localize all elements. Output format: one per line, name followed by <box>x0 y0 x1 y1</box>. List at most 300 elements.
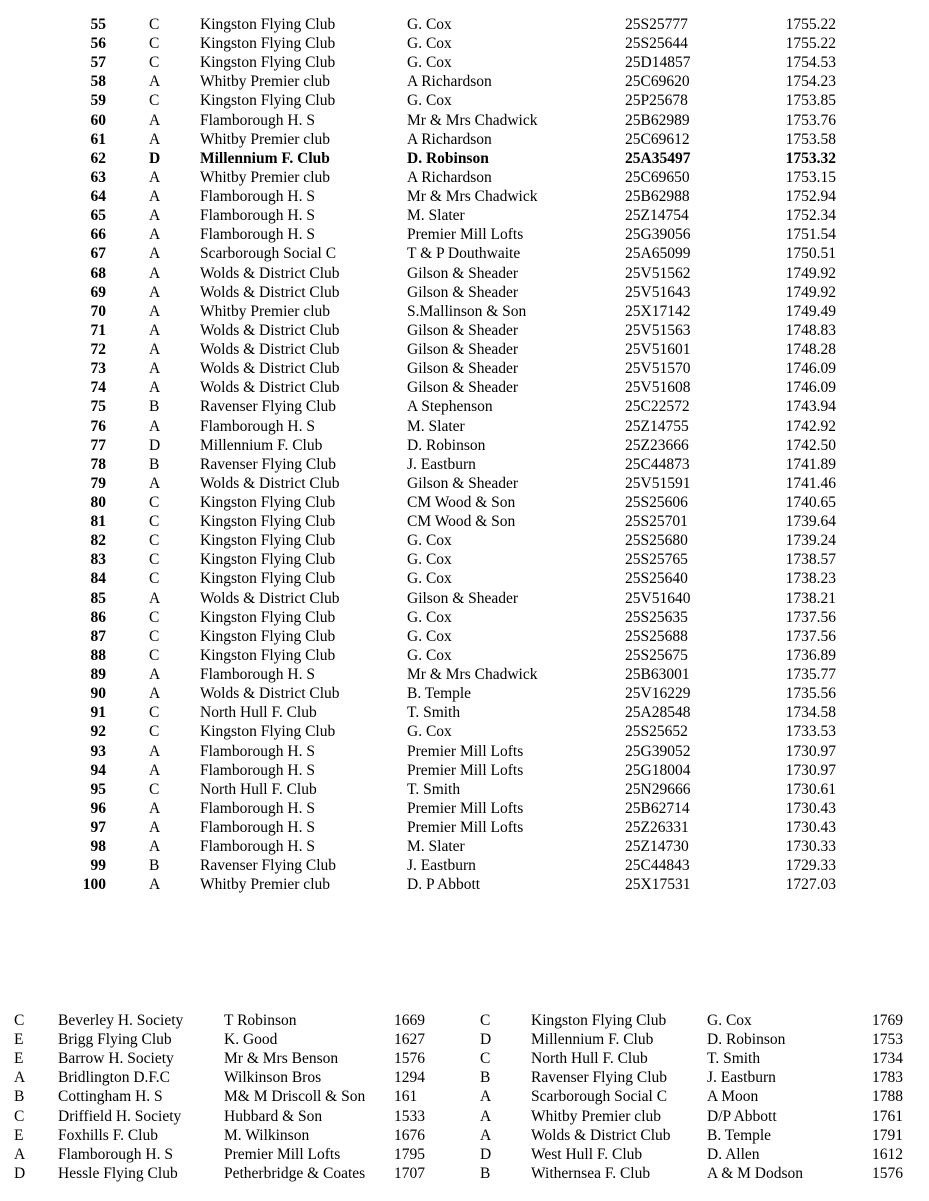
position-cell: 83 <box>90 551 106 569</box>
club-cell: Wolds & District Club <box>200 685 340 703</box>
result-row <box>0 589 929 608</box>
summary-section-cell: A <box>14 1069 26 1087</box>
fancier-cell: S.Mallinson & Son <box>407 302 527 320</box>
summary-section-cell: E <box>14 1031 24 1049</box>
club-cell: Wolds & District Club <box>200 321 340 339</box>
summary-fancier-cell: D/P Abbott <box>707 1107 777 1125</box>
summary-section-cell: D <box>14 1164 26 1182</box>
position-cell: 55 <box>90 16 106 33</box>
velocity-cell: 1755.22 <box>785 16 836 33</box>
fancier-cell: T. Smith <box>407 704 461 722</box>
velocity-cell: 1752.94 <box>785 188 836 206</box>
section-cell: C <box>149 35 160 53</box>
summary-section-cell: D <box>480 1031 492 1049</box>
section-cell: C <box>149 570 160 588</box>
fancier-cell: CM Wood & Son <box>407 513 516 531</box>
velocity-cell: 1754.23 <box>785 73 836 91</box>
position-cell: 89 <box>90 666 106 684</box>
section-cell: C <box>149 627 160 645</box>
club-cell: Kingston Flying Club <box>200 646 336 664</box>
fancier-cell: G. Cox <box>407 627 452 645</box>
ring-number-cell: 25C69620 <box>625 73 690 91</box>
section-cell: A <box>149 799 161 817</box>
result-row <box>0 474 929 493</box>
fancier-cell: Premier Mill Lofts <box>407 799 524 817</box>
fancier-cell: G. Cox <box>407 551 452 569</box>
section-cell: A <box>149 245 161 263</box>
summary-club-cell: North Hull F. Club <box>531 1050 648 1068</box>
result-row <box>0 799 929 818</box>
summary-club-cell: West Hull F. Club <box>531 1145 643 1163</box>
result-row <box>0 53 929 72</box>
ring-number-cell: 25D14857 <box>625 54 691 72</box>
position-cell: 88 <box>90 646 106 664</box>
summary-section-cell: E <box>14 1126 24 1144</box>
summary-club-cell: Wolds & District Club <box>531 1126 671 1144</box>
velocity-cell: 1738.21 <box>785 589 836 607</box>
section-cell: A <box>149 264 161 282</box>
summary-velocity-cell: 1627 <box>394 1031 425 1049</box>
section-cell: A <box>149 474 161 492</box>
fancier-cell: M. Slater <box>407 417 465 435</box>
result-row <box>0 34 929 53</box>
section-cell: C <box>149 780 160 798</box>
velocity-cell: 1748.28 <box>785 341 836 359</box>
position-cell: 98 <box>90 838 106 856</box>
position-cell: 95 <box>90 780 106 798</box>
position-cell: 92 <box>90 723 106 741</box>
club-cell: Flamborough H. S <box>200 226 315 244</box>
club-cell: Flamborough H. S <box>200 417 315 435</box>
club-cell: Whitby Premier club <box>200 73 330 91</box>
summary-velocity-cell: 1788 <box>872 1088 903 1106</box>
velocity-cell: 1730.61 <box>785 780 836 798</box>
velocity-cell: 1753.32 <box>785 149 836 167</box>
fancier-cell: D. Robinson <box>407 149 489 167</box>
summary-club-cell: Bridlington D.F.C <box>58 1069 171 1087</box>
fancier-cell: T. Smith <box>407 780 461 798</box>
ring-number-cell: 25S25675 <box>625 646 688 664</box>
ring-number-cell: 25S25688 <box>625 627 688 645</box>
summary-velocity-cell: 161 <box>394 1088 418 1106</box>
result-row <box>0 149 929 168</box>
ring-number-cell: 25X17142 <box>625 302 691 320</box>
result-row <box>0 818 929 837</box>
fancier-cell: G. Cox <box>407 92 452 110</box>
result-row <box>0 436 929 455</box>
result-row <box>0 684 929 703</box>
result-row <box>0 111 929 130</box>
position-cell: 57 <box>90 54 106 72</box>
velocity-cell: 1741.89 <box>785 455 836 473</box>
section-cell: A <box>149 838 161 856</box>
fancier-cell: G. Cox <box>407 35 452 53</box>
result-row <box>0 321 929 340</box>
fancier-cell: Gilson & Sheader <box>407 283 519 301</box>
ring-number-cell: 25S25606 <box>625 494 688 511</box>
position-cell: 68 <box>90 264 106 282</box>
club-cell: Wolds & District Club <box>200 264 340 282</box>
summary-club-cell: Driffield H. Society <box>58 1107 182 1125</box>
position-cell: 64 <box>90 188 106 206</box>
club-cell: Wolds & District Club <box>200 283 340 301</box>
velocity-cell: 1749.49 <box>785 302 836 320</box>
ring-number-cell: 25V51601 <box>625 341 691 359</box>
section-cell: A <box>149 379 161 397</box>
club-cell: Whitby Premier club <box>200 130 330 148</box>
position-cell: 67 <box>90 245 106 263</box>
club-cell: Whitby Premier club <box>200 876 330 894</box>
summary-club-cell: Cottingham H. S <box>58 1088 163 1106</box>
result-row <box>0 302 929 321</box>
club-cell: Millennium F. Club <box>200 149 330 167</box>
result-row <box>0 15 929 34</box>
section-cell: B <box>149 857 160 875</box>
ring-number-cell: 25C44843 <box>625 857 690 875</box>
summary-velocity-cell: 1761 <box>872 1107 903 1125</box>
ring-number-cell: 25Z14755 <box>625 417 689 435</box>
position-cell: 91 <box>90 704 106 722</box>
summary-club-cell: Hessle Flying Club <box>58 1164 178 1182</box>
ring-number-cell: 25S25652 <box>625 723 688 741</box>
velocity-cell: 1742.50 <box>785 436 836 454</box>
summary-velocity-cell: 1294 <box>394 1069 425 1087</box>
result-row <box>0 837 929 856</box>
result-row <box>0 665 929 684</box>
velocity-cell: 1740.65 <box>785 494 836 511</box>
ring-number-cell: 25A35497 <box>625 149 691 167</box>
ring-number-cell: 25C69650 <box>625 168 690 186</box>
result-row <box>0 130 929 149</box>
velocity-cell: 1739.64 <box>785 513 836 531</box>
velocity-cell: 1739.24 <box>785 532 836 550</box>
ring-number-cell: 25S25680 <box>625 532 688 550</box>
position-cell: 69 <box>90 283 106 301</box>
position-cell: 61 <box>90 130 106 148</box>
velocity-cell: 1746.09 <box>785 360 836 378</box>
summary-fancier-cell: G. Cox <box>707 1012 752 1029</box>
ring-number-cell: 25C22572 <box>625 398 690 416</box>
ring-number-cell: 25A65099 <box>625 245 691 263</box>
fancier-cell: A Stephenson <box>407 398 493 416</box>
summary-row <box>0 1145 929 1164</box>
club-cell: Wolds & District Club <box>200 474 340 492</box>
ring-number-cell: 25N29666 <box>625 780 691 798</box>
club-cell: Kingston Flying Club <box>200 723 336 741</box>
position-cell: 79 <box>90 474 106 492</box>
summary-velocity-cell: 1533 <box>394 1107 425 1125</box>
result-row <box>0 455 929 474</box>
section-cell: A <box>149 283 161 301</box>
summary-velocity-cell: 1576 <box>394 1050 425 1068</box>
fancier-cell: G. Cox <box>407 16 452 33</box>
result-row <box>0 761 929 780</box>
summary-row <box>0 1030 929 1049</box>
section-cell: D <box>149 436 161 454</box>
ring-number-cell: 25C69612 <box>625 130 690 148</box>
result-row <box>0 206 929 225</box>
ring-number-cell: 25Z26331 <box>625 819 689 837</box>
fancier-cell: G. Cox <box>407 646 452 664</box>
club-cell: Wolds & District Club <box>200 379 340 397</box>
ring-number-cell: 25S25701 <box>625 513 688 531</box>
fancier-cell: G. Cox <box>407 54 452 72</box>
velocity-cell: 1736.89 <box>785 646 836 664</box>
club-cell: Kingston Flying Club <box>200 627 336 645</box>
section-cell: A <box>149 226 161 244</box>
summary-section-cell: C <box>14 1012 25 1029</box>
ring-number-cell: 25B62988 <box>625 188 690 206</box>
velocity-cell: 1748.83 <box>785 321 836 339</box>
position-cell: 74 <box>90 379 106 397</box>
summary-club-cell: Scarborough Social C <box>531 1088 668 1106</box>
summary-fancier-cell: T Robinson <box>224 1012 297 1029</box>
fancier-cell: Gilson & Sheader <box>407 360 519 378</box>
ring-number-cell: 25V51562 <box>625 264 691 282</box>
ring-number-cell: 25B63001 <box>625 666 690 684</box>
position-cell: 72 <box>90 341 106 359</box>
velocity-cell: 1730.43 <box>785 799 836 817</box>
summary-section-cell: B <box>480 1164 491 1182</box>
summary-fancier-cell: M& M Driscoll & Son <box>224 1088 366 1106</box>
section-cell: A <box>149 130 161 148</box>
velocity-cell: 1735.77 <box>785 666 836 684</box>
club-cell: Whitby Premier club <box>200 168 330 186</box>
club-cell: Flamborough H. S <box>200 666 315 684</box>
fancier-cell: Gilson & Sheader <box>407 589 519 607</box>
summary-velocity-cell: 1769 <box>872 1012 903 1029</box>
summary-section-cell: B <box>480 1069 491 1087</box>
fancier-cell: Premier Mill Lofts <box>407 226 524 244</box>
club-cell: Millennium F. Club <box>200 436 323 454</box>
result-row <box>0 856 929 875</box>
section-cell: C <box>149 494 160 511</box>
summary-fancier-cell: J. Eastburn <box>707 1069 776 1087</box>
velocity-cell: 1738.57 <box>785 551 836 569</box>
velocity-cell: 1749.92 <box>785 264 836 282</box>
position-cell: 56 <box>90 35 106 53</box>
club-cell: Wolds & District Club <box>200 341 340 359</box>
result-row <box>0 225 929 244</box>
ring-number-cell: 25V51640 <box>625 589 691 607</box>
section-cell: C <box>149 513 160 531</box>
ring-number-cell: 25P25678 <box>625 92 688 110</box>
fancier-cell: Mr & Mrs Chadwick <box>407 666 538 684</box>
club-cell: Flamborough H. S <box>200 761 315 779</box>
position-cell: 85 <box>90 589 106 607</box>
fancier-cell: T & P Douthwaite <box>407 245 521 263</box>
fancier-cell: G. Cox <box>407 570 452 588</box>
summary-fancier-cell: A Moon <box>707 1088 759 1106</box>
position-cell: 87 <box>90 627 106 645</box>
section-cell: C <box>149 92 160 110</box>
velocity-cell: 1727.03 <box>785 876 836 894</box>
summary-row <box>0 1049 929 1068</box>
summary-club-cell: Whitby Premier club <box>531 1107 661 1125</box>
summary-club-cell: Beverley H. Society <box>58 1012 184 1029</box>
velocity-cell: 1752.34 <box>785 207 836 225</box>
ring-number-cell: 25C44873 <box>625 455 690 473</box>
fancier-cell: Premier Mill Lofts <box>407 819 524 837</box>
summary-row <box>0 1126 929 1145</box>
fancier-cell: Gilson & Sheader <box>407 474 519 492</box>
fancier-cell: Premier Mill Lofts <box>407 761 524 779</box>
summary-fancier-cell: Petherbridge & Coates <box>224 1164 366 1182</box>
club-cell: Kingston Flying Club <box>200 16 336 33</box>
summary-club-cell: Foxhills F. Club <box>58 1126 158 1144</box>
summary-velocity-cell: 1753 <box>872 1031 903 1049</box>
position-cell: 60 <box>90 111 106 129</box>
ring-number-cell: 25G39056 <box>625 226 691 244</box>
result-row <box>0 340 929 359</box>
section-cell: A <box>149 341 161 359</box>
result-row <box>0 283 929 302</box>
velocity-cell: 1730.97 <box>785 761 836 779</box>
result-row <box>0 608 929 627</box>
summary-club-cell: Ravenser Flying Club <box>531 1069 668 1087</box>
summary-club-cell: Barrow H. Society <box>58 1050 174 1068</box>
position-cell: 86 <box>90 608 106 626</box>
summary-section-cell: B <box>14 1088 25 1106</box>
fancier-cell: G. Cox <box>407 723 452 741</box>
summary-row <box>0 1107 929 1126</box>
section-cell: A <box>149 742 161 760</box>
position-cell: 78 <box>90 455 106 473</box>
position-cell: 73 <box>90 360 106 378</box>
ring-number-cell: 25G39052 <box>625 742 691 760</box>
section-cell: A <box>149 666 161 684</box>
section-cell: A <box>149 685 161 703</box>
velocity-cell: 1734.58 <box>785 704 836 722</box>
section-cell: B <box>149 398 160 416</box>
summary-velocity-cell: 1795 <box>394 1145 425 1163</box>
result-row <box>0 378 929 397</box>
club-cell: Whitby Premier club <box>200 302 330 320</box>
fancier-cell: G. Cox <box>407 608 452 626</box>
result-row <box>0 531 929 550</box>
section-cell: B <box>149 455 160 473</box>
velocity-cell: 1746.09 <box>785 379 836 397</box>
club-cell: Kingston Flying Club <box>200 570 336 588</box>
velocity-cell: 1753.58 <box>785 130 836 148</box>
position-cell: 65 <box>90 207 106 225</box>
club-cell: Kingston Flying Club <box>200 494 336 511</box>
club-cell: Flamborough H. S <box>200 207 315 225</box>
fancier-cell: Premier Mill Lofts <box>407 742 524 760</box>
ring-number-cell: 25Z23666 <box>625 436 689 454</box>
result-row <box>0 244 929 263</box>
velocity-cell: 1753.15 <box>785 168 836 186</box>
club-cell: Kingston Flying Club <box>200 513 336 531</box>
summary-velocity-cell: 1612 <box>872 1145 903 1163</box>
position-cell: 99 <box>90 857 106 875</box>
club-cell: Wolds & District Club <box>200 589 340 607</box>
summary-row <box>0 1011 929 1030</box>
fancier-cell: Gilson & Sheader <box>407 379 519 397</box>
summary-fancier-cell: D. Robinson <box>707 1031 786 1049</box>
club-cell: Flamborough H. S <box>200 111 315 129</box>
fancier-cell: J. Eastburn <box>407 455 476 473</box>
result-row <box>0 417 929 436</box>
club-cell: North Hull F. Club <box>200 704 317 722</box>
summary-velocity-cell: 1791 <box>872 1126 903 1144</box>
velocity-cell: 1730.43 <box>785 819 836 837</box>
ring-number-cell: 25B62989 <box>625 111 690 129</box>
result-row <box>0 72 929 91</box>
section-cell: A <box>149 302 161 320</box>
position-cell: 75 <box>90 398 106 416</box>
velocity-cell: 1743.94 <box>785 398 836 416</box>
section-cell: C <box>149 532 160 550</box>
section-cell: A <box>149 207 161 225</box>
fancier-cell: Gilson & Sheader <box>407 341 519 359</box>
section-cell: C <box>149 608 160 626</box>
summary-fancier-cell: Mr & Mrs Benson <box>224 1050 339 1068</box>
result-row <box>0 742 929 761</box>
summary-section-cell: A <box>480 1107 492 1125</box>
ring-number-cell: 25Z14730 <box>625 838 689 856</box>
summary-row <box>0 1068 929 1087</box>
section-cell: A <box>149 73 161 91</box>
position-cell: 100 <box>82 876 106 894</box>
club-cell: Kingston Flying Club <box>200 551 336 569</box>
result-row <box>0 722 929 741</box>
velocity-cell: 1737.56 <box>785 608 836 626</box>
position-cell: 76 <box>90 417 106 435</box>
summary-club-cell: Brigg Flying Club <box>58 1031 172 1049</box>
ring-number-cell: 25G18004 <box>625 761 691 779</box>
result-row <box>0 646 929 665</box>
fancier-cell: A Richardson <box>407 130 492 148</box>
position-cell: 81 <box>90 513 106 531</box>
velocity-cell: 1738.23 <box>785 570 836 588</box>
ring-number-cell: 25S25640 <box>625 570 688 588</box>
section-cell: A <box>149 321 161 339</box>
section-cell: D <box>149 149 161 167</box>
summary-fancier-cell: T. Smith <box>707 1050 761 1068</box>
section-cell: C <box>149 54 160 72</box>
fancier-cell: B. Temple <box>407 685 472 703</box>
fancier-cell: Gilson & Sheader <box>407 264 519 282</box>
fancier-cell: Mr & Mrs Chadwick <box>407 188 538 206</box>
fancier-cell: M. Slater <box>407 207 465 225</box>
summary-fancier-cell: B. Temple <box>707 1126 772 1144</box>
ring-number-cell: 25V51563 <box>625 321 691 339</box>
ring-number-cell: 25X17531 <box>625 876 691 894</box>
club-cell: Wolds & District Club <box>200 360 340 378</box>
club-cell: Ravenser Flying Club <box>200 455 337 473</box>
result-row <box>0 512 929 531</box>
fancier-cell: M. Slater <box>407 838 465 856</box>
club-cell: Flamborough H. S <box>200 838 315 856</box>
velocity-cell: 1729.33 <box>785 857 836 875</box>
ring-number-cell: 25V51608 <box>625 379 691 397</box>
velocity-cell: 1753.76 <box>785 111 836 129</box>
summary-velocity-cell: 1783 <box>872 1069 903 1087</box>
summary-fancier-cell: Hubbard & Son <box>224 1107 323 1125</box>
summary-velocity-cell: 1734 <box>872 1050 903 1068</box>
fancier-cell: A Richardson <box>407 168 492 186</box>
ring-number-cell: 25V51643 <box>625 283 691 301</box>
club-cell: Flamborough H. S <box>200 742 315 760</box>
ring-number-cell: 25S25765 <box>625 551 688 569</box>
velocity-cell: 1730.97 <box>785 742 836 760</box>
summary-fancier-cell: Premier Mill Lofts <box>224 1145 341 1163</box>
summary-fancier-cell: M. Wilkinson <box>224 1126 310 1144</box>
velocity-cell: 1730.33 <box>785 838 836 856</box>
position-cell: 90 <box>90 685 106 703</box>
position-cell: 71 <box>90 321 106 339</box>
